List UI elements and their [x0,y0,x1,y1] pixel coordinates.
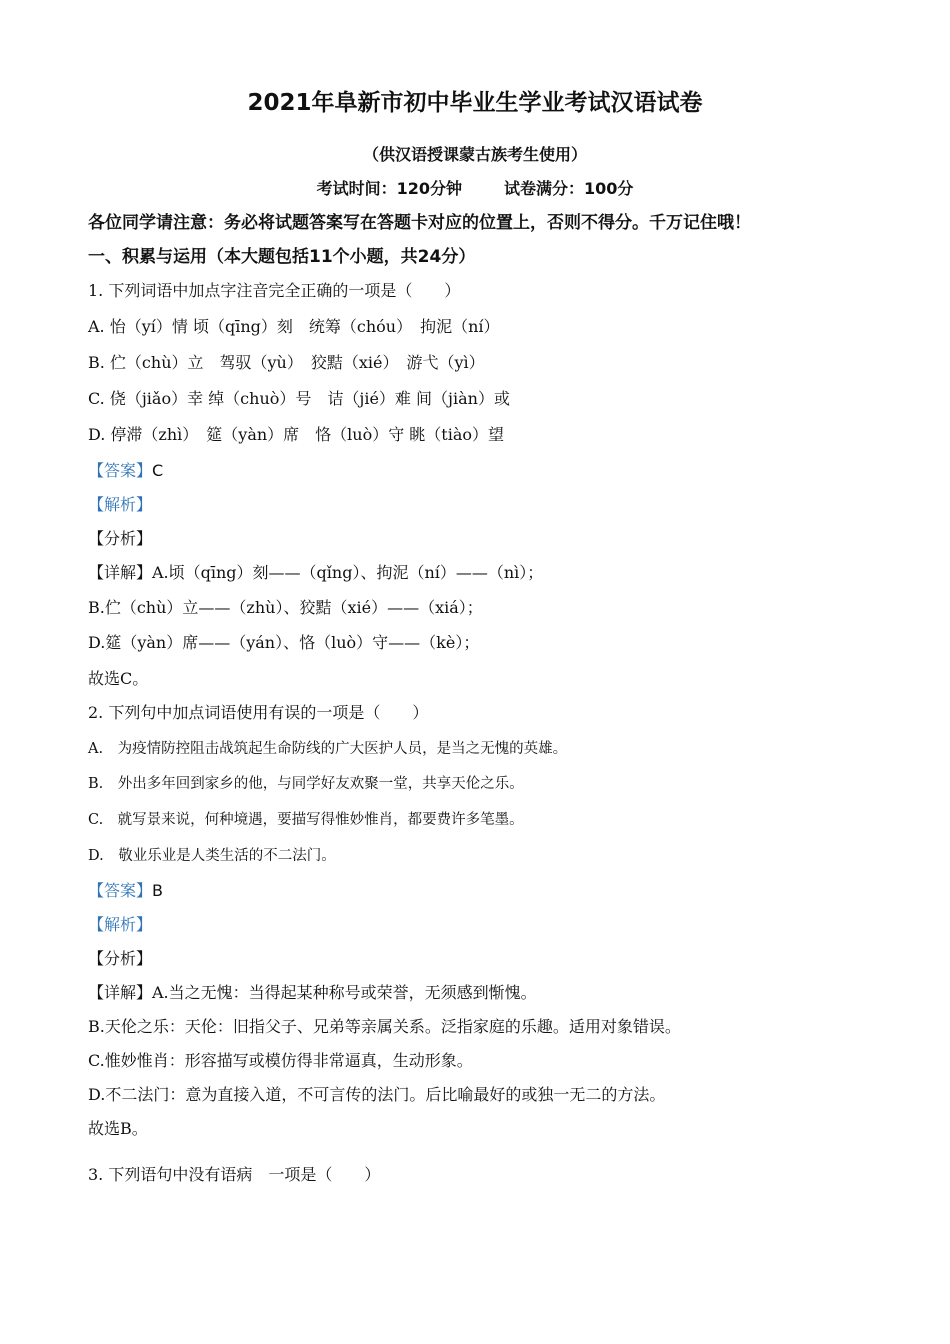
q2-answer [88,880,163,902]
exam-score: 试卷满分：100分 [504,179,634,198]
exam-title: 2021年阜新市初中毕业生学业考试汉语试卷 [247,90,703,116]
q3-stem: 3. 下列语句中没有语病 一项是（ ） [88,1165,381,1184]
section-heading: 一、积累与运用（本大题包括11个小题，共24分） [88,247,476,267]
q1-option-b: B. 伫（chù）立 驾驭（yù） 狡黠（xié） 游弋（yì） [88,353,485,372]
q2-detail-4: D.不二法门：意为直接入道，不可言传的法门。后比喻最好的或独一无二的方法。 [88,1085,666,1104]
answer-value: B [152,881,163,900]
q2-conclusion: 故选B。 [88,1119,148,1138]
q2-stem: 2. 下列句中加点词语使用有误的一项是（ ） [88,703,429,722]
q2-option-b: B. 外出多年回到家乡的他，与同学好友欢聚一堂，共享天伦之乐。 [88,776,524,792]
q1-detail-2: B.伫（chù）立——（zhù）、狡黠（xié）——（xiá）； [88,598,483,617]
q1-analysis-label: 【解析】 [88,495,153,514]
answer-label: 【答案】 [88,881,153,900]
q1-fenxi: 【分析】 [88,529,153,548]
q1-stem: 1. 下列词语中加点字注音完全正确的一项是（ ） [88,281,461,300]
exam-notice: 各位同学请注意：务必将试题答案写在答题卡对应的位置上，否则不得分。千万记住哦！ [88,213,751,233]
exam-subtitle: （供汉语授课蒙古族考生使用） [362,145,587,164]
answer-label: 【答案】 [88,461,153,480]
q2-fenxi: 【分析】 [88,949,153,968]
q1-detail-3: D.筵（yàn）席——（yán）、恪（luò）守——（kè）； [88,633,480,652]
exam-time: 考试时间：120分钟 [316,179,462,198]
q2-analysis-label: 【解析】 [88,915,153,934]
q1-detail-1: 【详解】A.顷（qīng）刻——（qǐng）、拘泥（ní）——（nì）； [88,563,544,582]
exam-meta [0,178,950,200]
q2-detail-2: B.天伦之乐：天伦：旧指父子、兄弟等亲属关系。泛指家庭的乐趣。适用对象错误。 [88,1017,681,1036]
q2-option-a: A. 为疫情防控阻击战筑起生命防线的广大医护人员，是当之无愧的英雄。 [88,741,568,757]
q2-option-d: D. 敬业乐业是人类生活的不二法门。 [88,848,336,864]
q1-option-a: A. 怡（yí）情 顷（qīng）刻 统筹（chóu） 拘泥（ní） [88,317,500,336]
q1-option-c: C. 侥（jiǎo）幸 绰（chuò）号 诘（jié）难 间（jiàn）或 [88,389,510,408]
answer-value: C [152,461,164,480]
q1-conclusion: 故选C。 [88,669,149,688]
q2-option-c: C. 就写景来说，何种境遇，要描写得惟妙惟肖，都要费许多笔墨。 [88,812,524,828]
q1-answer [88,460,163,482]
q2-detail-1: 【详解】A.当之无愧：当得起某种称号或荣誉，无须感到惭愧。 [88,983,537,1002]
q1-option-d: D. 停滞（zhì） 筵（yàn）席 恪（luò）守 眺（tiào）望 [88,425,505,444]
q2-detail-3: C.惟妙惟肖：形容描写或模仿得非常逼真，生动形象。 [88,1051,473,1070]
